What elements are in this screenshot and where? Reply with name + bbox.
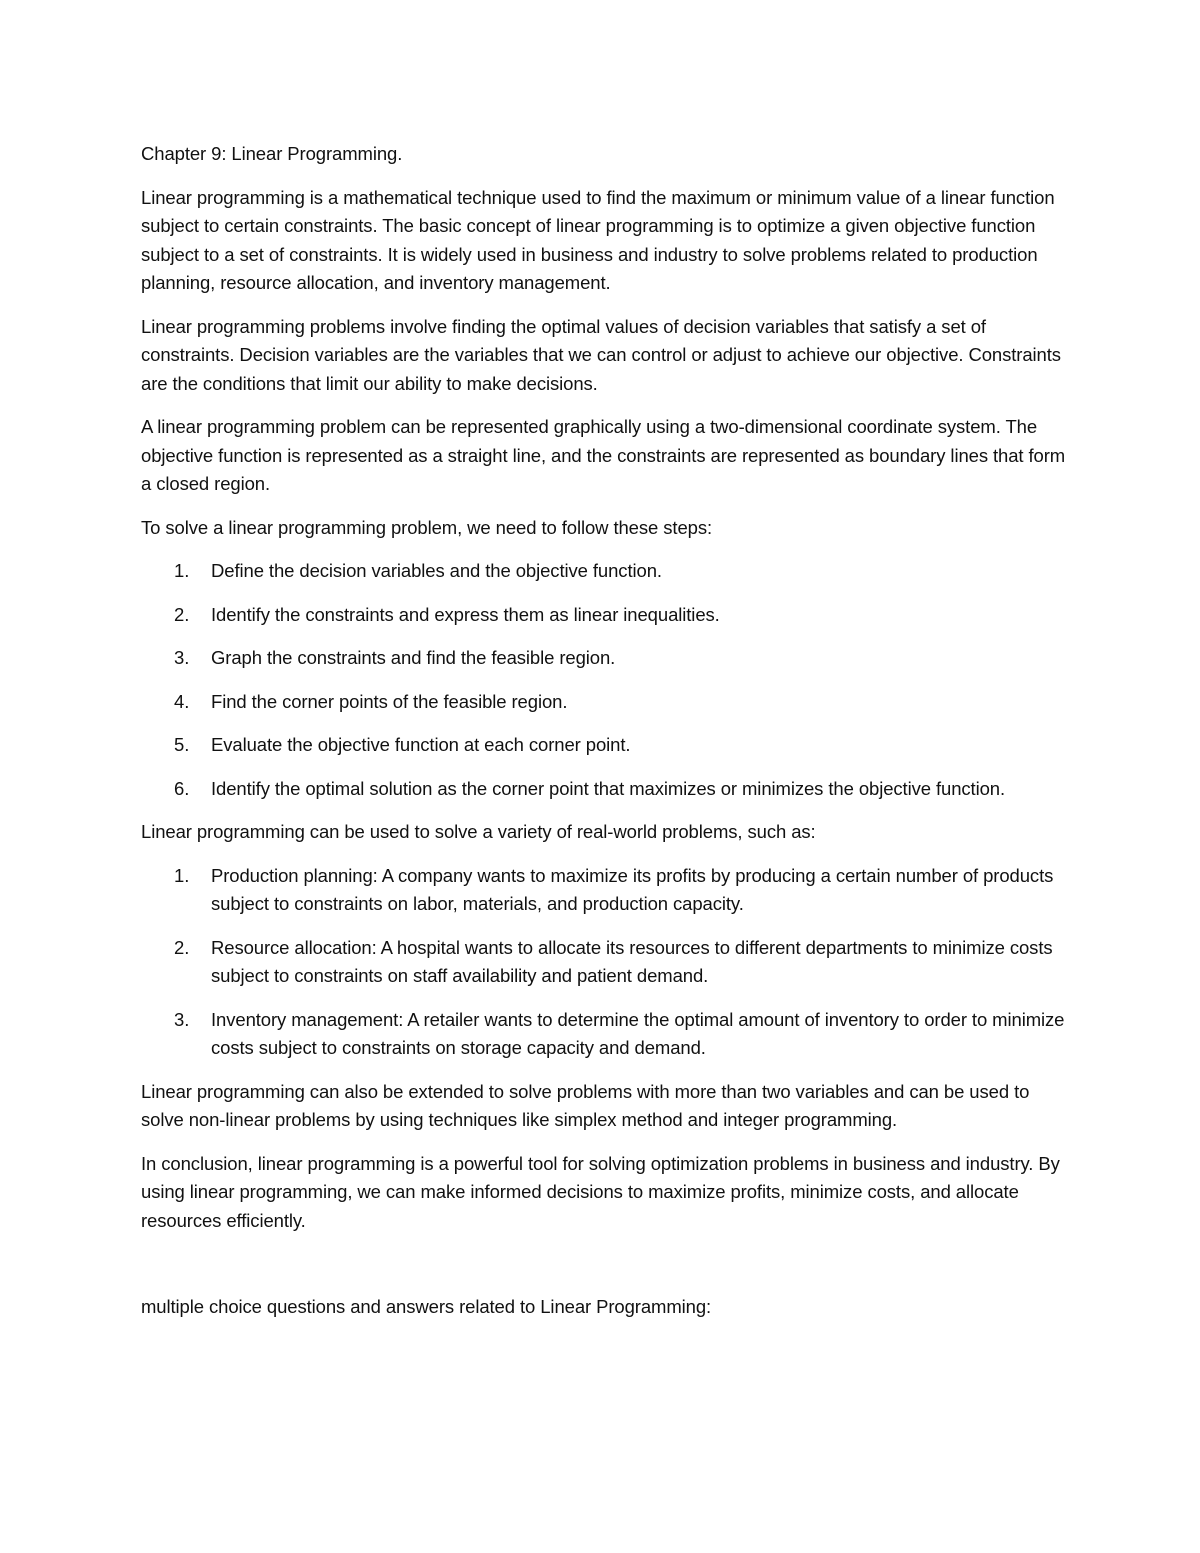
mcq-heading: multiple choice questions and answers related to Linear Programming: xyxy=(141,1296,712,1317)
list-item-text: Identify the optimal solution as the corner point that maximizes or minimizes the objective function. xyxy=(211,777,1006,799)
list-number: 5. xyxy=(174,734,190,755)
list-item-text: Inventory management: A retailer wants to determine the optimal amount of inventory to order to minimize costs subject to constraints on storage capacity and demand. xyxy=(211,1008,1065,1058)
list-item xyxy=(141,688,1071,717)
list-item xyxy=(141,862,1071,919)
list-number: 2. xyxy=(174,936,190,958)
list-item-text: Find the corner points of the feasible region. xyxy=(211,690,568,712)
list-number: 1. xyxy=(174,864,190,886)
list-item xyxy=(141,557,1071,586)
list-item-text: Production planning: A company wants to maximize its profits by producing a certain number of products subject to constraints on labor, materials, and production capacity. xyxy=(211,864,1054,914)
list-number: 2. xyxy=(174,603,190,625)
intro-paragraph-3: A linear programming problem can be represented graphically using a two-dimensional coordinate system. The objective function is represented as a straight line, and the constraints are represented as boundary lines that form a closed region. xyxy=(141,416,1066,494)
intro-paragraph-1: Linear programming is a mathematical technique used to find the maximum or minimum value of a linear function subject to certain constraints. The basic concept of linear programming is to optimize a given objective function subject to a set of constraints. It is widely used in business and industry to solve problems related to production planning, resource allocation, and inventory management. xyxy=(141,186,1055,293)
list-item-text: Define the decision variables and the objective function. xyxy=(211,560,662,581)
blank-line xyxy=(141,1250,1071,1293)
list-item xyxy=(141,731,1071,760)
applications-list xyxy=(141,862,1071,1063)
list-number: 3. xyxy=(174,1008,190,1030)
list-item-text: Identify the constraints and express them as linear inequalities. xyxy=(211,603,720,625)
extension-paragraph: Linear programming can also be extended to solve problems with more than two variables and can be used to solve non-linear problems by using techniques like simplex method and integer programming. xyxy=(141,1080,1030,1130)
list-item xyxy=(141,601,1071,630)
list-item xyxy=(141,1006,1071,1063)
list-item-text: Resource allocation: A hospital wants to allocate its resources to different departments to minimize costs subject to constraints on staff availability and patient demand. xyxy=(211,936,1053,986)
applications-intro: Linear programming can be used to solve a variety of real-world problems, such as: xyxy=(141,821,816,842)
steps-list xyxy=(141,557,1071,803)
list-number: 4. xyxy=(174,690,190,712)
list-item xyxy=(141,644,1071,673)
document-page xyxy=(141,140,1071,1337)
steps-intro: To solve a linear programming problem, we need to follow these steps: xyxy=(141,516,713,538)
conclusion-paragraph: In conclusion, linear programming is a powerful tool for solving optimization problems in business and industry. By using linear programming, we can make informed decisions to maximize profits, minimize costs, and allocate resources efficiently. xyxy=(141,1152,1060,1231)
list-number: 6. xyxy=(174,777,190,799)
list-item-text: Evaluate the objective function at each corner point. xyxy=(211,734,631,755)
list-number: 1. xyxy=(174,560,190,581)
list-number: 3. xyxy=(174,647,190,668)
intro-paragraph-2: Linear programming problems involve finding the optimal values of decision variables that satisfy a set of constraints. Decision variables are the variables that we can control or adjust to achieve our objective. Constraints are the conditions that limit our ability to make decisions. xyxy=(141,315,1061,394)
list-item xyxy=(141,775,1071,804)
list-item xyxy=(141,934,1071,991)
chapter-title: Chapter 9: Linear Programming. xyxy=(141,143,403,164)
list-item-text: Graph the constraints and find the feasible region. xyxy=(211,647,616,668)
